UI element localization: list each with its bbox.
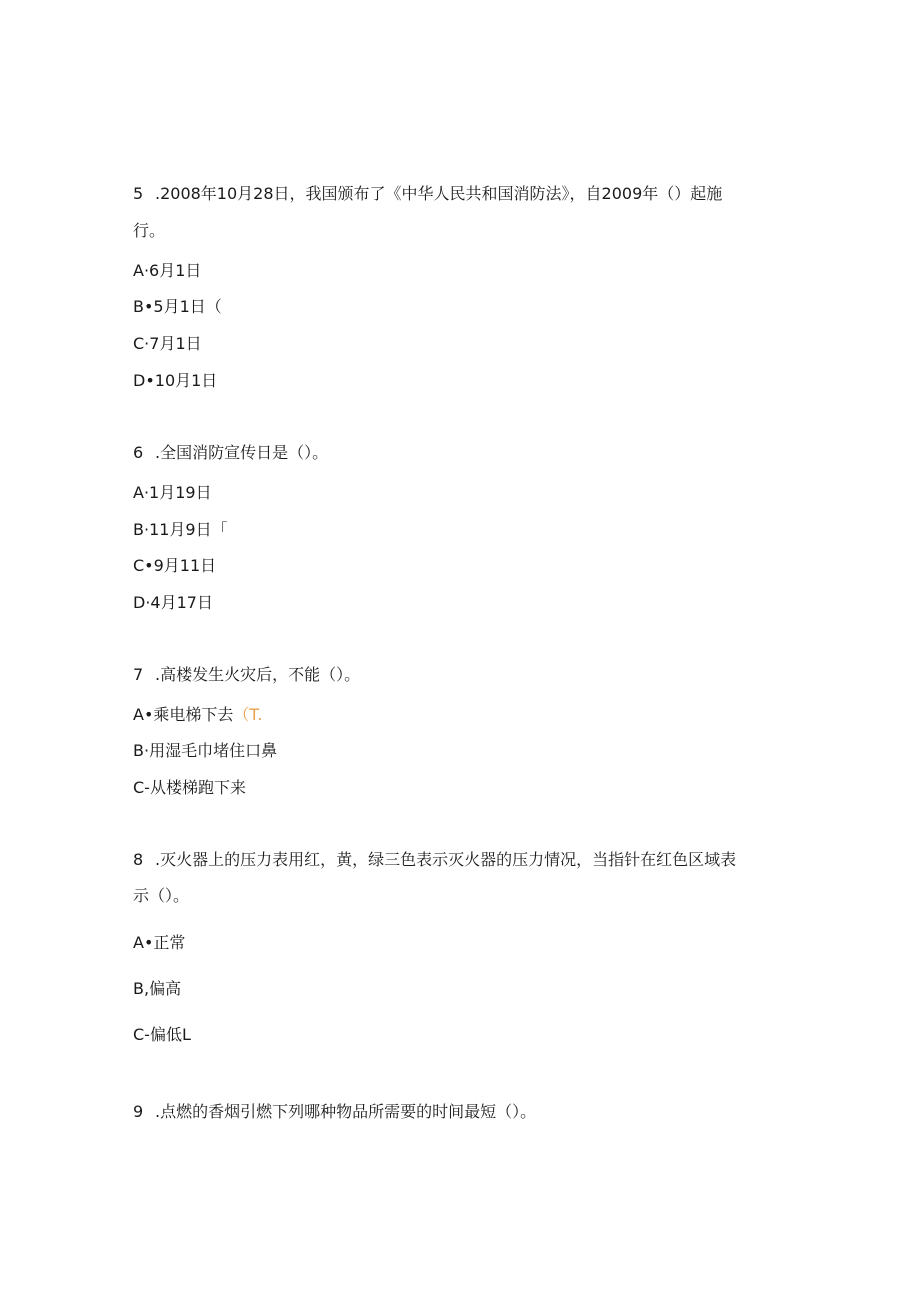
option-item: [133, 705, 262, 725]
option-item: A·1月19日: [133, 483, 212, 502]
option-item: A•正常: [133, 933, 186, 952]
option-item: C-偏低L: [133, 1025, 191, 1044]
question-number: 6: [133, 443, 144, 462]
question-number: 7: [133, 665, 144, 684]
answer-mark: （T.: [233, 705, 263, 724]
option-item: D·4月17日: [133, 593, 213, 612]
option-item: C•9月11日: [133, 556, 217, 575]
option-item: B,偏高: [133, 979, 182, 998]
option-text: A•乘电梯下去: [133, 705, 234, 724]
question-number: 9: [133, 1102, 144, 1121]
option-item: B·用湿毛巾堵住口鼻: [133, 741, 278, 760]
question-9-line-1: [133, 1102, 536, 1122]
option-item: B•5月1日（: [133, 297, 222, 316]
question-5-line-2: 行。: [133, 221, 166, 240]
question-text: .2008年10月28日，我国颁布了《中华人民共和国消防法》，自2009年（）起施: [155, 184, 723, 203]
question-7-line-1: [133, 665, 360, 685]
question-8-line-2: 示（）。: [133, 886, 190, 905]
question-text: .高楼发生火灾后，不能（）。: [155, 665, 361, 684]
question-8-line-1: [133, 850, 736, 870]
question-text: .灭火器上的压力表用红，黄，绿三色表示灭火器的压力情况，当指针在红色区域表: [155, 850, 737, 869]
question-text: .点燃的香烟引燃下列哪种物品所需要的时间最短（）。: [155, 1102, 537, 1121]
option-item: C·7月1日: [133, 334, 202, 353]
option-item: D•10月1日: [133, 371, 218, 390]
option-item: C-从楼梯跑下来: [133, 778, 246, 797]
question-number: 5: [133, 184, 144, 203]
option-item: B·11月9日「: [133, 520, 228, 539]
question-text: .全国消防宣传日是（）。: [155, 443, 329, 462]
question-5-line-1: [133, 184, 722, 204]
question-number: 8: [133, 850, 144, 869]
question-6-line-1: [133, 443, 328, 463]
option-item: A·6月1日: [133, 261, 202, 280]
